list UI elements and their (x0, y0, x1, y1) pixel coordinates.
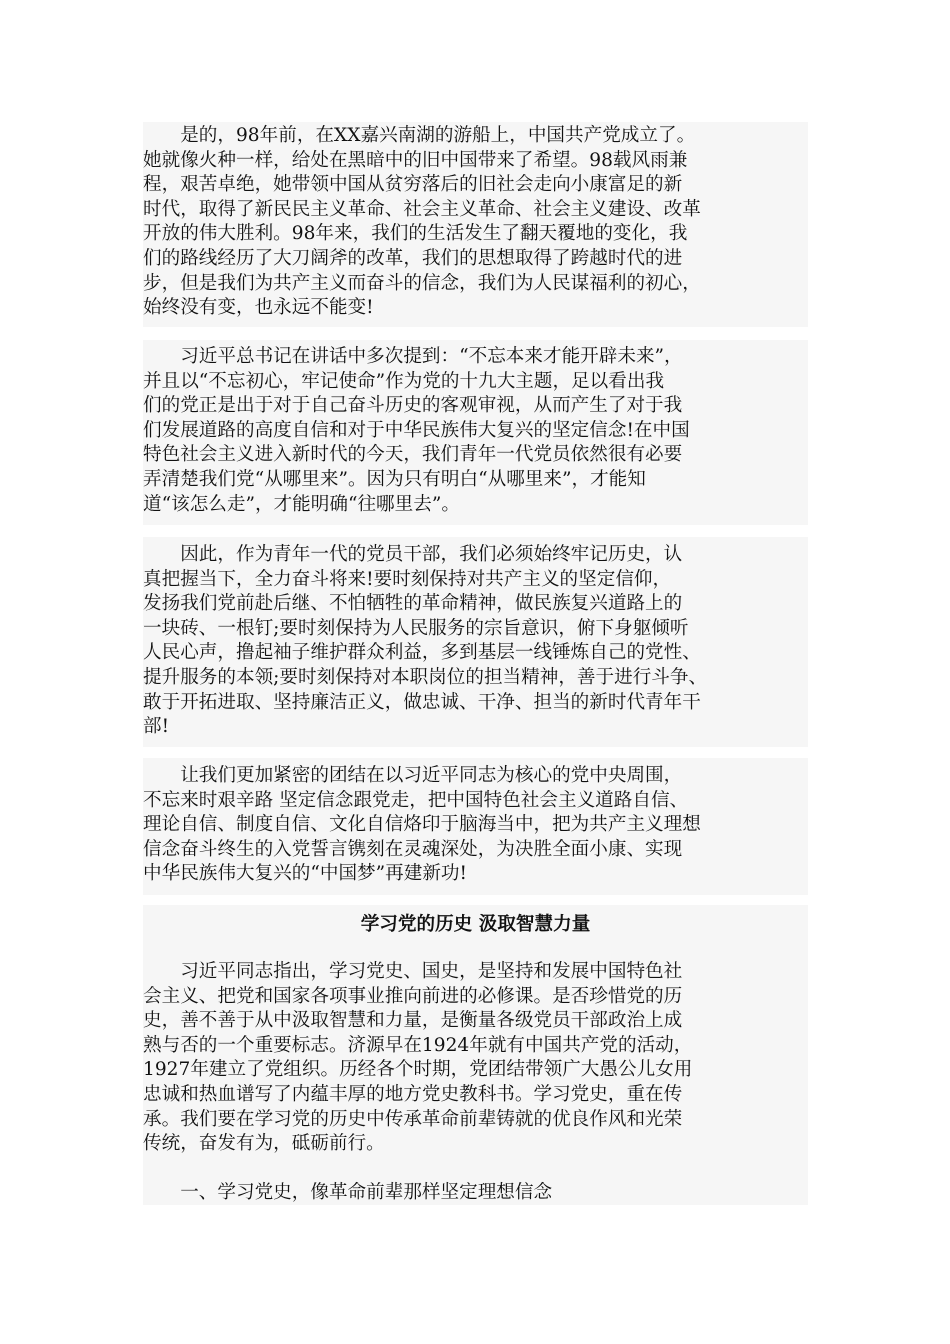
text-line: 开放的伟大胜利。98年来，我们的生活发生了翻天覆地的变化，我 (143, 223, 688, 245)
paragraph (143, 543, 823, 740)
text-line: 一、学习党史，像革命前辈那样坚定理想信念 (143, 1182, 553, 1203)
text-line: 敢于开拓进取、坚持廉洁正义，做忠诚、干净、担当的新时代青年干 (143, 691, 701, 713)
text-line: 承。我们要在学习党的历史中传承革命前辈铸就的优良作风和光荣 (143, 1108, 683, 1130)
text-line: 真把握当下，全力奋斗将来!要时刻保持对共产主义的坚定信仰， (143, 568, 672, 590)
paragraph (143, 124, 823, 321)
text-line: 们的党正是出于对于自己奋斗历史的客观审视，从而产生了对于我 (143, 395, 683, 417)
text-line: 并且以“不忘初心，牢记使命”作为党的十九大主题，足以看出我 (143, 370, 665, 392)
text-line: 始终没有变，也永远不能变! (143, 297, 374, 319)
text-line: 会主义、把党和国家各项事业推向前进的必修课。是否珍惜党的历 (143, 985, 683, 1007)
text-line: 中华民族伟大复兴的“中国梦”再建新功! (143, 863, 467, 885)
text-line: 程，艰苦卓绝，她带领中国从贫穷落后的旧社会走向小康富足的新 (143, 174, 683, 196)
text-line: 弄清楚我们党“从哪里来”。因为只有明白“从哪里来”，才能知 (143, 468, 646, 490)
text-line: 一块砖、一根钉;要时刻保持为人民服务的宗旨意识，俯下身躯倾听 (143, 617, 689, 639)
text-line: 因此，作为青年一代的党员干部，我们必须始终牢记历史，认 (143, 544, 683, 565)
paragraph (143, 1181, 823, 1206)
text-line: 习近平同志指出，学习党史、国史，是坚持和发展中国特色社 (143, 961, 683, 982)
text-line: 1927年建立了党组织。历经各个时期，党团结带领广大愚公儿女用 (143, 1059, 693, 1081)
text-line: 不忘来时艰辛路 坚定信念跟党走，把中国特色社会主义道路自信、 (143, 789, 689, 811)
text-line: 让我们更加紧密的团结在以习近平同志为核心的党中央周围， (143, 765, 683, 786)
text-line: 发扬我们党前赴后继、不怕牺牲的革命精神，做民族复兴道路上的 (143, 593, 683, 615)
text-line: 史，善不善于从中汲取智慧和力量，是衡量各级党员干部政治上成 (143, 1010, 683, 1032)
text-line: 忠诚和热血谱写了内蕴丰厚的地方党史教科书。学习党史，重在传 (143, 1083, 683, 1105)
text-line: 道“该怎么走”，才能明确“往哪里去”。 (143, 493, 460, 515)
text-line: 是的，98年前，在XX嘉兴南湖的游船上，中国共产党成立了。 (143, 125, 696, 146)
text-line: 熟与否的一个重要标志。济源早在1924年就有中国共产党的活动， (143, 1034, 693, 1056)
text-line: 步，但是我们为共产主义而奋斗的信念，我们为人民谋福利的初心， (143, 272, 701, 294)
text-line: 们发展道路的高度自信和对于中华民族伟大复兴的坚定信念!在中国 (143, 419, 690, 441)
paragraph (143, 764, 823, 887)
text-line: 人民心声，撸起袖子维护群众利益，多到基层一线锤炼自己的党性、 (143, 642, 701, 664)
text-line: 特色社会主义进入新时代的今天，我们青年一代党员依然很有必要 (143, 444, 683, 466)
text-line: 她就像火种一样，给处在黑暗中的旧中国带来了希望。98载风雨兼 (143, 149, 688, 171)
paragraph (143, 345, 823, 517)
text-line: 们的路线经历了大刀阔斧的改革，我们的思想取得了跨越时代的进 (143, 247, 683, 269)
text-line: 习近平总书记在讲话中多次提到：“不忘本来才能开辟未来”， (143, 346, 683, 367)
text-line: 传统，奋发有为，砥砺前行。 (143, 1133, 385, 1155)
section-heading: 学习党的历史 汲取智慧力量 (360, 914, 591, 935)
text-line: 信念奋斗终生的入党誓言镌刻在灵魂深处，为决胜全面小康、实现 (143, 838, 683, 860)
text-line: 理论自信、制度自信、文化自信烙印于脑海当中，把为共产主义理想 (143, 814, 701, 836)
text-line: 提升服务的本领;要时刻保持对本职岗位的担当精神，善于进行斗争、 (143, 666, 708, 688)
text-line: 时代，取得了新民民主义革命、社会主义革命、社会主义建设、改革 (143, 198, 701, 220)
text-line: 部! (143, 716, 170, 738)
paragraph (143, 960, 823, 1157)
